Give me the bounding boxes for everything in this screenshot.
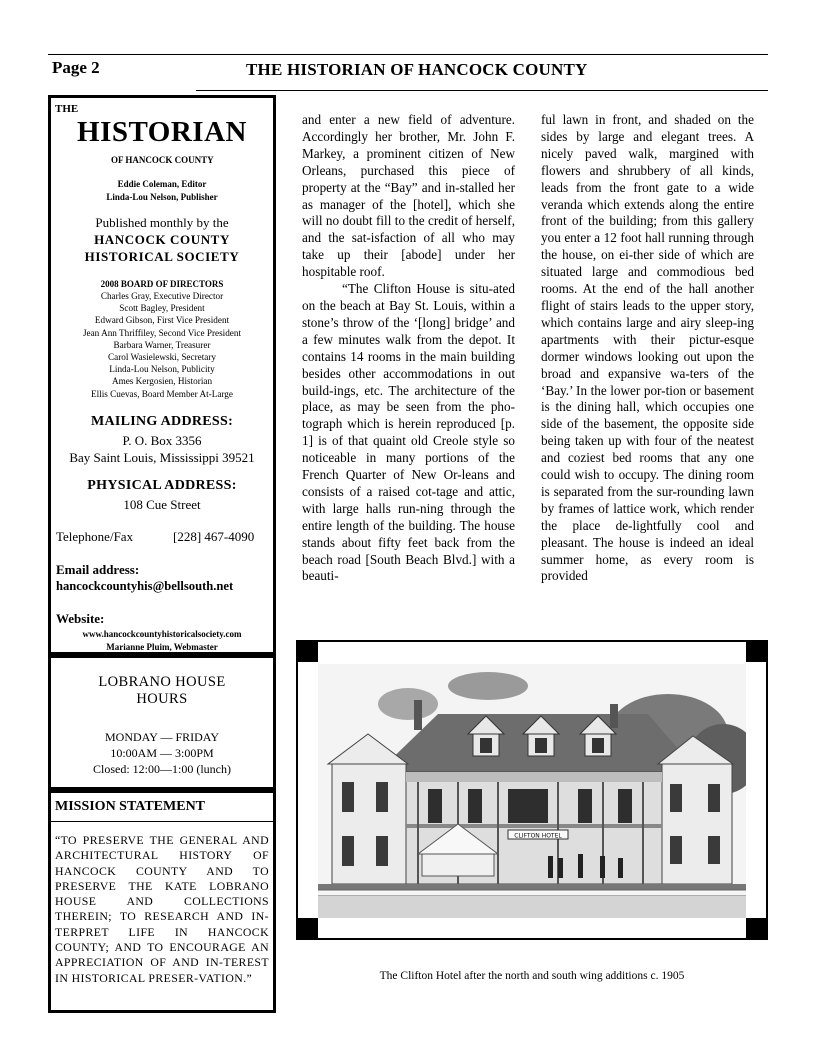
article-paragraph: ful lawn in front, and shaded on the sides by large and elegant trees. A nicely paved walk, margined with flowers and shrubbery of all kinds, leads from the front gate to a wide veranda which extends along the entire front of the building; from this gallery you enter a 12 foot hall running through the house, on ei-ther side of which are situated large and commodious bed rooms. At the end of the hall another flight of stairs leads to the upper story, which contains large and airy sleep-ing apartments with their pictur-esque dormer windows looking out upon the broad and expansive wa-ters of the ‘Bay.’ In the lower por-tion or basement is the dining hall, which occupies one side of the basement, the opposite side being taken up with four of the neatest and coziest bed rooms that any one could wish to occupy. The dining room is separated from the sur-rounding lawn by frames of lattice work, which render the place de-lightfully cool and pleasant. The house is indeed an ideal summer home, as every room is provided xyxy=(541,112,754,584)
hotel-sign-text: CLIFTON HOTEL xyxy=(514,832,562,840)
photo-frame xyxy=(296,640,768,940)
newsletter-title: HISTORIAN xyxy=(77,116,247,148)
editor-line: Eddie Coleman, Editor xyxy=(117,179,207,189)
board-list xyxy=(51,290,273,400)
newsletter-info-box xyxy=(48,95,276,655)
hotel-illustration xyxy=(318,664,746,918)
clifton-hotel-photo xyxy=(318,664,746,918)
photo-caption: The Clifton Hotel after the north and south wing additions c. 1905 xyxy=(379,970,685,982)
frame-corner xyxy=(746,640,768,662)
mission-text: “TO PRESERVE THE GENERAL AND ARCHITECTURAL HISTORY OF HANCOCK COUNTY AND TO PRESERVE THE KATE LOBRANO HOUSE AND COLLECTIONS THEREIN; TO RESEARCH AND IN-TERPRET LIFE IN HANCOCK COUNTY; AND TO ENCOURAGE AN APPRECIATION OF AND IN-TEREST IN HISTORICAL PRESER-VATION.” xyxy=(55,833,269,985)
mailing-line1: P. O. Box 3356 xyxy=(122,433,202,448)
board-member: Ames Kergosien, Historian xyxy=(111,376,213,387)
phone-value: [228] 467-4090 xyxy=(173,529,255,544)
article-column-2 xyxy=(541,112,754,585)
masthead-title: THE HISTORIAN OF HANCOCK COUNTY xyxy=(246,60,588,79)
website-value[interactable]: www.hancockcountyhistoricalsociety.com xyxy=(82,629,242,639)
board-member: Barbara Warner, Treasurer xyxy=(113,339,211,350)
board-member: Scott Bagley, President xyxy=(119,303,205,314)
page-number: Page 2 xyxy=(52,58,100,77)
newsletter-subtitle: OF HANCOCK COUNTY xyxy=(111,155,214,165)
board-member: Linda-Lou Nelson, Publicity xyxy=(109,364,215,375)
article-paragraph: and enter a new field of adventure. Accordingly her brother, Mr. John F. Markey, a prominent citizen of New Orleans, purchased this piece of property at the “Bay” and in-stalled her as manager of the [hotel], which she will no doubt fill to the credit of herself, and the sat-isfaction of all who may take up their [abode] under her hospitable roof. xyxy=(302,112,515,280)
article-column-1 xyxy=(302,112,515,585)
publisher-line: Linda-Lou Nelson, Publisher xyxy=(106,192,218,202)
society-line1: HANCOCK COUNTY xyxy=(94,232,230,247)
top-rule xyxy=(48,54,768,55)
hours-box xyxy=(48,655,276,790)
frame-corner xyxy=(746,918,768,940)
mission-divider xyxy=(51,821,273,822)
phone-row xyxy=(56,528,268,545)
phone-label: Telephone/Fax xyxy=(56,529,134,544)
frame-corner xyxy=(296,918,318,940)
webmaster-line: Marianne Pluim, Webmaster xyxy=(106,642,218,652)
title-the: THE xyxy=(55,103,79,115)
board-member: Charles Gray, Executive Director xyxy=(100,291,224,301)
hours-title2: HOURS xyxy=(136,691,188,707)
board-heading: 2008 BOARD OF DIRECTORS xyxy=(100,279,224,289)
physical-heading: PHYSICAL ADDRESS: xyxy=(87,478,237,493)
masthead-rule xyxy=(196,90,768,91)
board-member: Carol Wasielewski, Secretary xyxy=(107,352,217,363)
physical-line: 108 Cue Street xyxy=(123,497,201,512)
mailing-heading: MAILING ADDRESS: xyxy=(90,414,234,429)
website-label: Website: xyxy=(56,611,105,626)
board-member: Ellis Cuevas, Board Member At-Large xyxy=(91,388,233,399)
email-label: Email address: xyxy=(56,562,140,577)
board-member: Jean Ann Thriffiley, Second Vice President xyxy=(82,327,242,338)
email-value[interactable]: hancockcountyhis@bellsouth.net xyxy=(56,579,234,593)
mission-box xyxy=(48,790,276,1013)
hours-times: 10:00AM — 3:00PM xyxy=(110,746,214,760)
board-member: Edward Gibson, First Vice President xyxy=(94,315,230,326)
mailing-line2: Bay Saint Louis, Mississippi 39521 xyxy=(69,450,255,465)
published-line: Published monthly by the xyxy=(95,215,229,230)
society-line2: HISTORICAL SOCIETY xyxy=(84,249,240,264)
hours-title1: LOBRANO HOUSE xyxy=(98,674,226,690)
article-paragraph: “The Clifton House is situ-ated on the beach at Bay St. Louis, within a stone’s throw of the ‘[long] bridge’ and a few minutes walk from the depot. It contains 14 rooms in the main building besides other accommodations in out build-ings, etc. The architecture of the place, as may be seen from the pho-tograph which is herein reproduced [p. 1] is of that quaint old Creole style so noticeable in many portions of the French Quarter of New Or-leans and consists of a raised cot-tage and attic, with large halls run-ning through the entire length of the building. The house stands about fifty feet back from the beach road [South Beach Blvd.] with a beauti- xyxy=(302,281,515,584)
mission-title: MISSION STATEMENT xyxy=(55,799,206,814)
hours-closed: Closed: 12:00—1:00 (lunch) xyxy=(93,762,231,776)
hours-days: MONDAY — FRIDAY xyxy=(104,730,220,744)
frame-corner xyxy=(296,640,318,662)
